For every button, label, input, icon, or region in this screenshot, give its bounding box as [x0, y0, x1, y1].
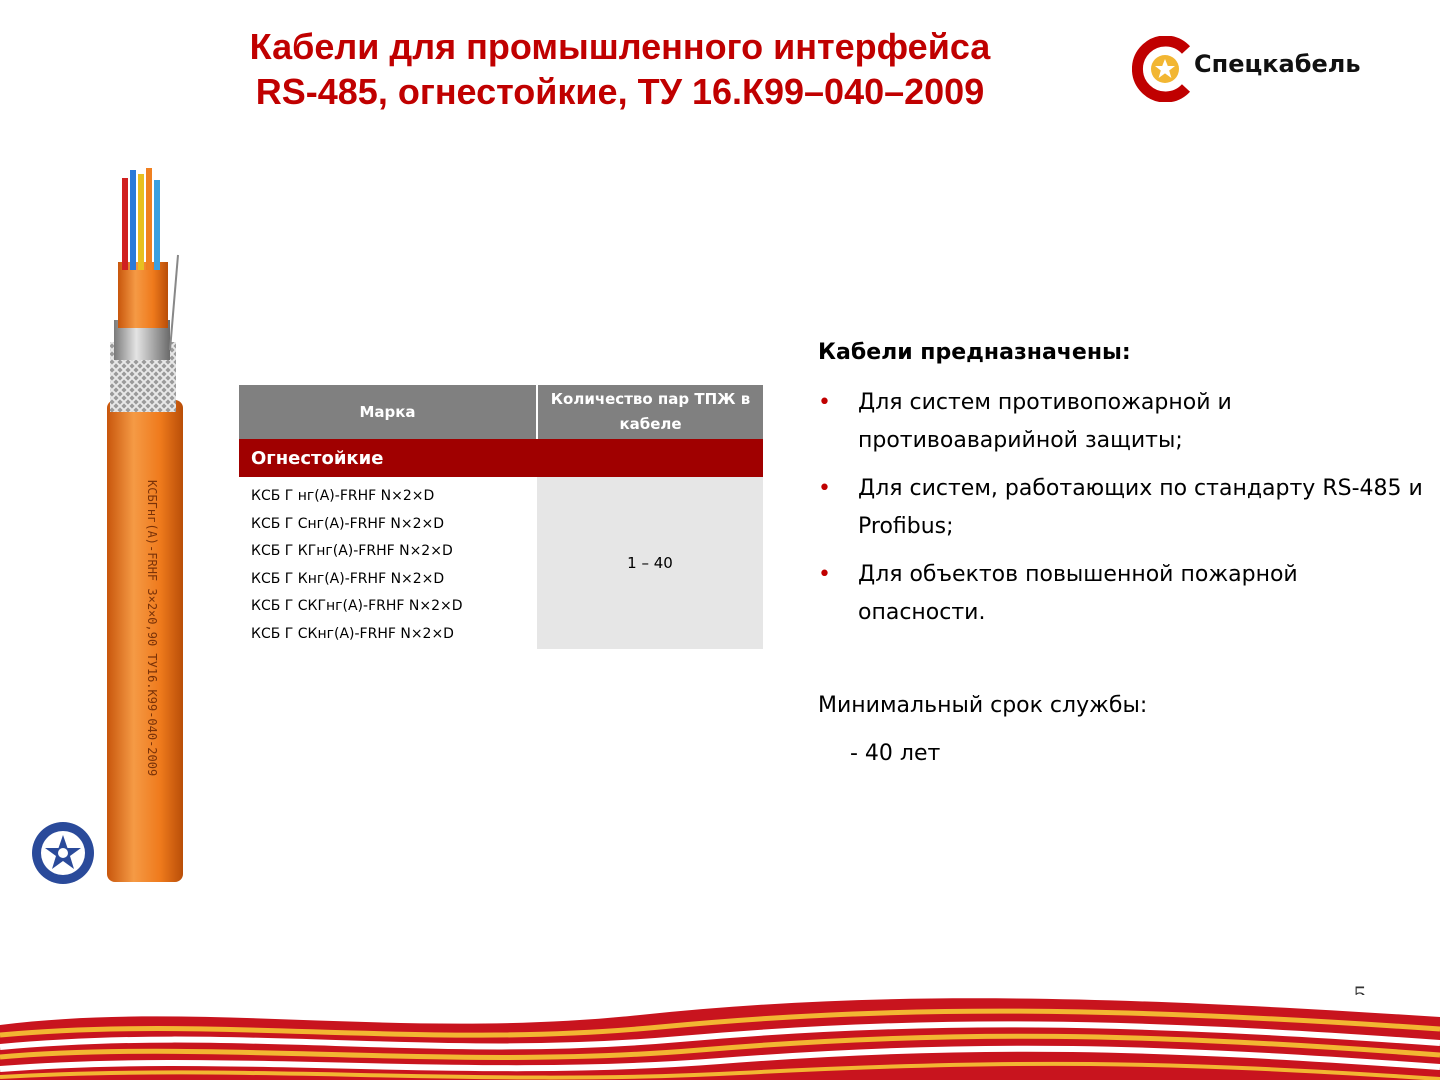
- list-item-text: Для объектов повышенной пожарной опасности.: [858, 562, 1298, 625]
- list-item: [818, 556, 1428, 632]
- col-header-pairs: Количество пар ТПЖ в кабеле: [537, 385, 763, 439]
- bullet-icon: •: [818, 476, 831, 501]
- bullet-icon: •: [818, 390, 831, 415]
- bullet-icon: •: [818, 562, 831, 587]
- purpose-heading: Кабели предназначены:: [818, 340, 1131, 365]
- col-header-mark: Марка: [239, 385, 537, 439]
- service-life-section: [818, 688, 1147, 772]
- pairs-cell: 1 – 40: [537, 477, 763, 649]
- group-label: Огнестойкие: [239, 439, 763, 477]
- mark-item: КСБ Г Снг(А)-FRHF N×2×D: [251, 515, 445, 532]
- register-seal-icon: [30, 820, 96, 886]
- service-life-value: - 40 лет: [850, 741, 941, 766]
- cable-marking: КСБГнг(А)-FRHF 3×2×0,90 ТУ16.К99-040-2009: [145, 480, 159, 777]
- page-title: [120, 24, 1120, 114]
- table-row: [239, 477, 763, 649]
- marks-cell: [239, 477, 537, 649]
- list-item: [818, 384, 1428, 460]
- mark-item: КСБ Г КГнг(А)-FRHF N×2×D: [251, 543, 453, 560]
- service-life-label: Минимальный срок службы:: [818, 693, 1148, 718]
- list-item-text: Для систем противопожарной и противоаварийной защиты;: [858, 390, 1232, 453]
- decorative-waves: [0, 995, 1440, 1080]
- company-logo: [1132, 36, 1372, 102]
- list-item: [818, 470, 1428, 546]
- mark-item: КСБ Г СКнг(А)-FRHF N×2×D: [251, 625, 454, 642]
- mark-item: КСБ Г нг(А)-FRHF N×2×D: [251, 488, 435, 504]
- purpose-section: [818, 336, 1428, 642]
- logo-text: Спецкабель: [1194, 50, 1361, 78]
- logo-mark-icon: [1132, 36, 1198, 102]
- purpose-list: [818, 384, 1428, 632]
- list-item-text: Для систем, работающих по стандарту RS-485 и Profibus;: [858, 476, 1423, 539]
- title-line-2: RS-485, огнестойкие, ТУ 16.К99–040–2009: [255, 71, 985, 112]
- mark-item: КСБ Г Кнг(А)-FRHF N×2×D: [251, 570, 445, 587]
- title-line-1: Кабели для промышленного интерфейса: [249, 26, 991, 67]
- cable-illustration: [96, 150, 196, 890]
- group-row: [239, 439, 763, 477]
- mark-item: КСБ Г СКГнг(А)-FRHF N×2×D: [251, 598, 463, 615]
- cable-table: [239, 385, 763, 649]
- table-header-row: [239, 385, 763, 439]
